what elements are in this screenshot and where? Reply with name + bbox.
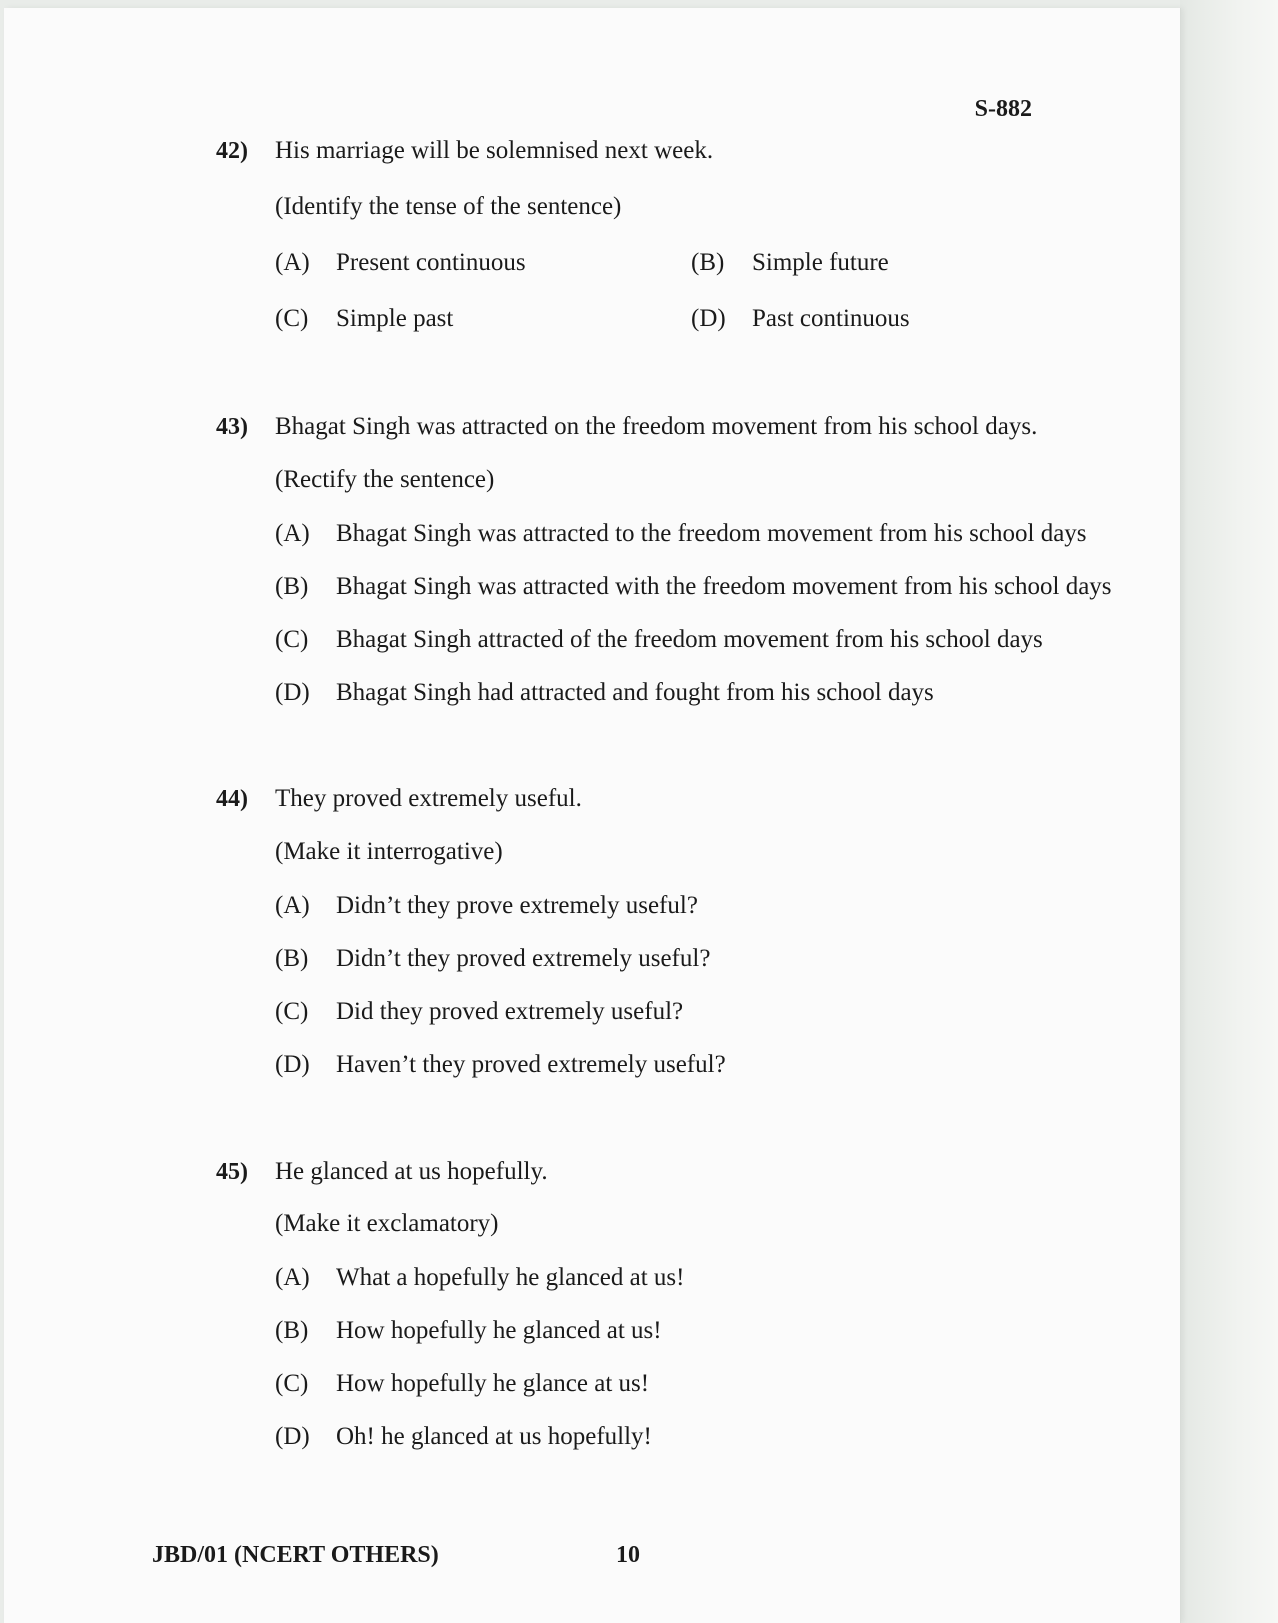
option-letter: (B) — [275, 573, 309, 600]
option-letter: (B) — [691, 249, 725, 276]
question-instruction: (Rectify the sentence) — [275, 466, 495, 493]
option-text: Didn’t they prove extremely useful? — [336, 892, 698, 919]
question-instruction: (Identify the tense of the sentence) — [275, 193, 622, 220]
question-number: 42) — [216, 138, 248, 164]
option-text: Past continuous — [752, 305, 910, 332]
option-text: Did they proved extremely useful? — [336, 998, 684, 1025]
option-text: Bhagat Singh had attracted and fought from his school days — [336, 679, 934, 706]
option-d[interactable] — [275, 1422, 652, 1452]
question-instruction: (Make it exclamatory) — [275, 1210, 499, 1237]
paper-code: S-882 — [974, 96, 1032, 122]
question-42 — [216, 136, 1146, 366]
option-d[interactable] — [691, 304, 910, 334]
option-a[interactable] — [275, 1263, 684, 1293]
option-text: How hopefully he glance at us! — [336, 1370, 650, 1397]
scan-margin — [1180, 0, 1278, 1623]
option-d[interactable] — [275, 678, 934, 708]
option-text: Didn’t they proved extremely useful? — [336, 945, 711, 972]
option-letter: (D) — [691, 305, 726, 332]
page-number: 10 — [616, 1542, 640, 1568]
question-text: Bhagat Singh was attracted on the freedom movement from his school days. — [275, 413, 1038, 440]
option-b[interactable] — [691, 248, 889, 278]
option-c[interactable] — [275, 304, 453, 334]
question-text: He glanced at us hopefully. — [275, 1158, 548, 1185]
option-letter: (A) — [275, 892, 310, 919]
question-instruction: (Make it interrogative) — [275, 838, 503, 865]
question-43 — [216, 412, 1146, 722]
option-text: How hopefully he glanced at us! — [336, 1317, 662, 1344]
option-text: Simple past — [336, 305, 454, 332]
option-letter: (B) — [275, 1317, 309, 1344]
option-b[interactable] — [275, 944, 710, 974]
option-c[interactable] — [275, 997, 683, 1027]
option-letter: (C) — [275, 305, 309, 332]
option-text: Simple future — [752, 249, 889, 276]
question-text: They proved extremely useful. — [275, 785, 582, 812]
question-number: 43) — [216, 414, 248, 440]
question-44 — [216, 784, 1146, 1094]
question-number: 44) — [216, 786, 248, 812]
option-text: Present continuous — [336, 249, 526, 276]
option-letter: (C) — [275, 998, 309, 1025]
option-c[interactable] — [275, 625, 1043, 655]
option-letter: (A) — [275, 1264, 310, 1291]
option-text: Bhagat Singh was attracted with the freedom movement from his school days — [336, 573, 1112, 600]
option-a[interactable] — [275, 519, 1087, 549]
option-c[interactable] — [275, 1369, 649, 1399]
option-text: Bhagat Singh was attracted to the freedom movement from his school days — [336, 520, 1087, 547]
question-45 — [216, 1157, 1146, 1467]
option-letter: (C) — [275, 1370, 309, 1397]
option-a[interactable] — [275, 891, 698, 921]
option-text: Oh! he glanced at us hopefully! — [336, 1423, 652, 1450]
option-letter: (C) — [275, 626, 309, 653]
option-text: Haven’t they proved extremely useful? — [336, 1051, 726, 1078]
option-letter: (D) — [275, 1423, 310, 1450]
option-b[interactable] — [275, 1316, 662, 1346]
footer-code: JBD/01 (NCERT OTHERS) — [152, 1542, 439, 1568]
option-d[interactable] — [275, 1050, 726, 1080]
option-a[interactable] — [275, 248, 526, 278]
question-number: 45) — [216, 1159, 248, 1185]
option-letter: (B) — [275, 945, 309, 972]
option-letter: (A) — [275, 249, 310, 276]
option-letter: (D) — [275, 679, 310, 706]
exam-page — [4, 8, 1180, 1623]
option-letter: (D) — [275, 1051, 310, 1078]
option-text: What a hopefully he glanced at us! — [336, 1264, 685, 1291]
option-text: Bhagat Singh attracted of the freedom movement from his school days — [336, 626, 1043, 653]
question-text: His marriage will be solemnised next week. — [275, 137, 714, 164]
option-letter: (A) — [275, 520, 310, 547]
option-b[interactable] — [275, 572, 1112, 602]
